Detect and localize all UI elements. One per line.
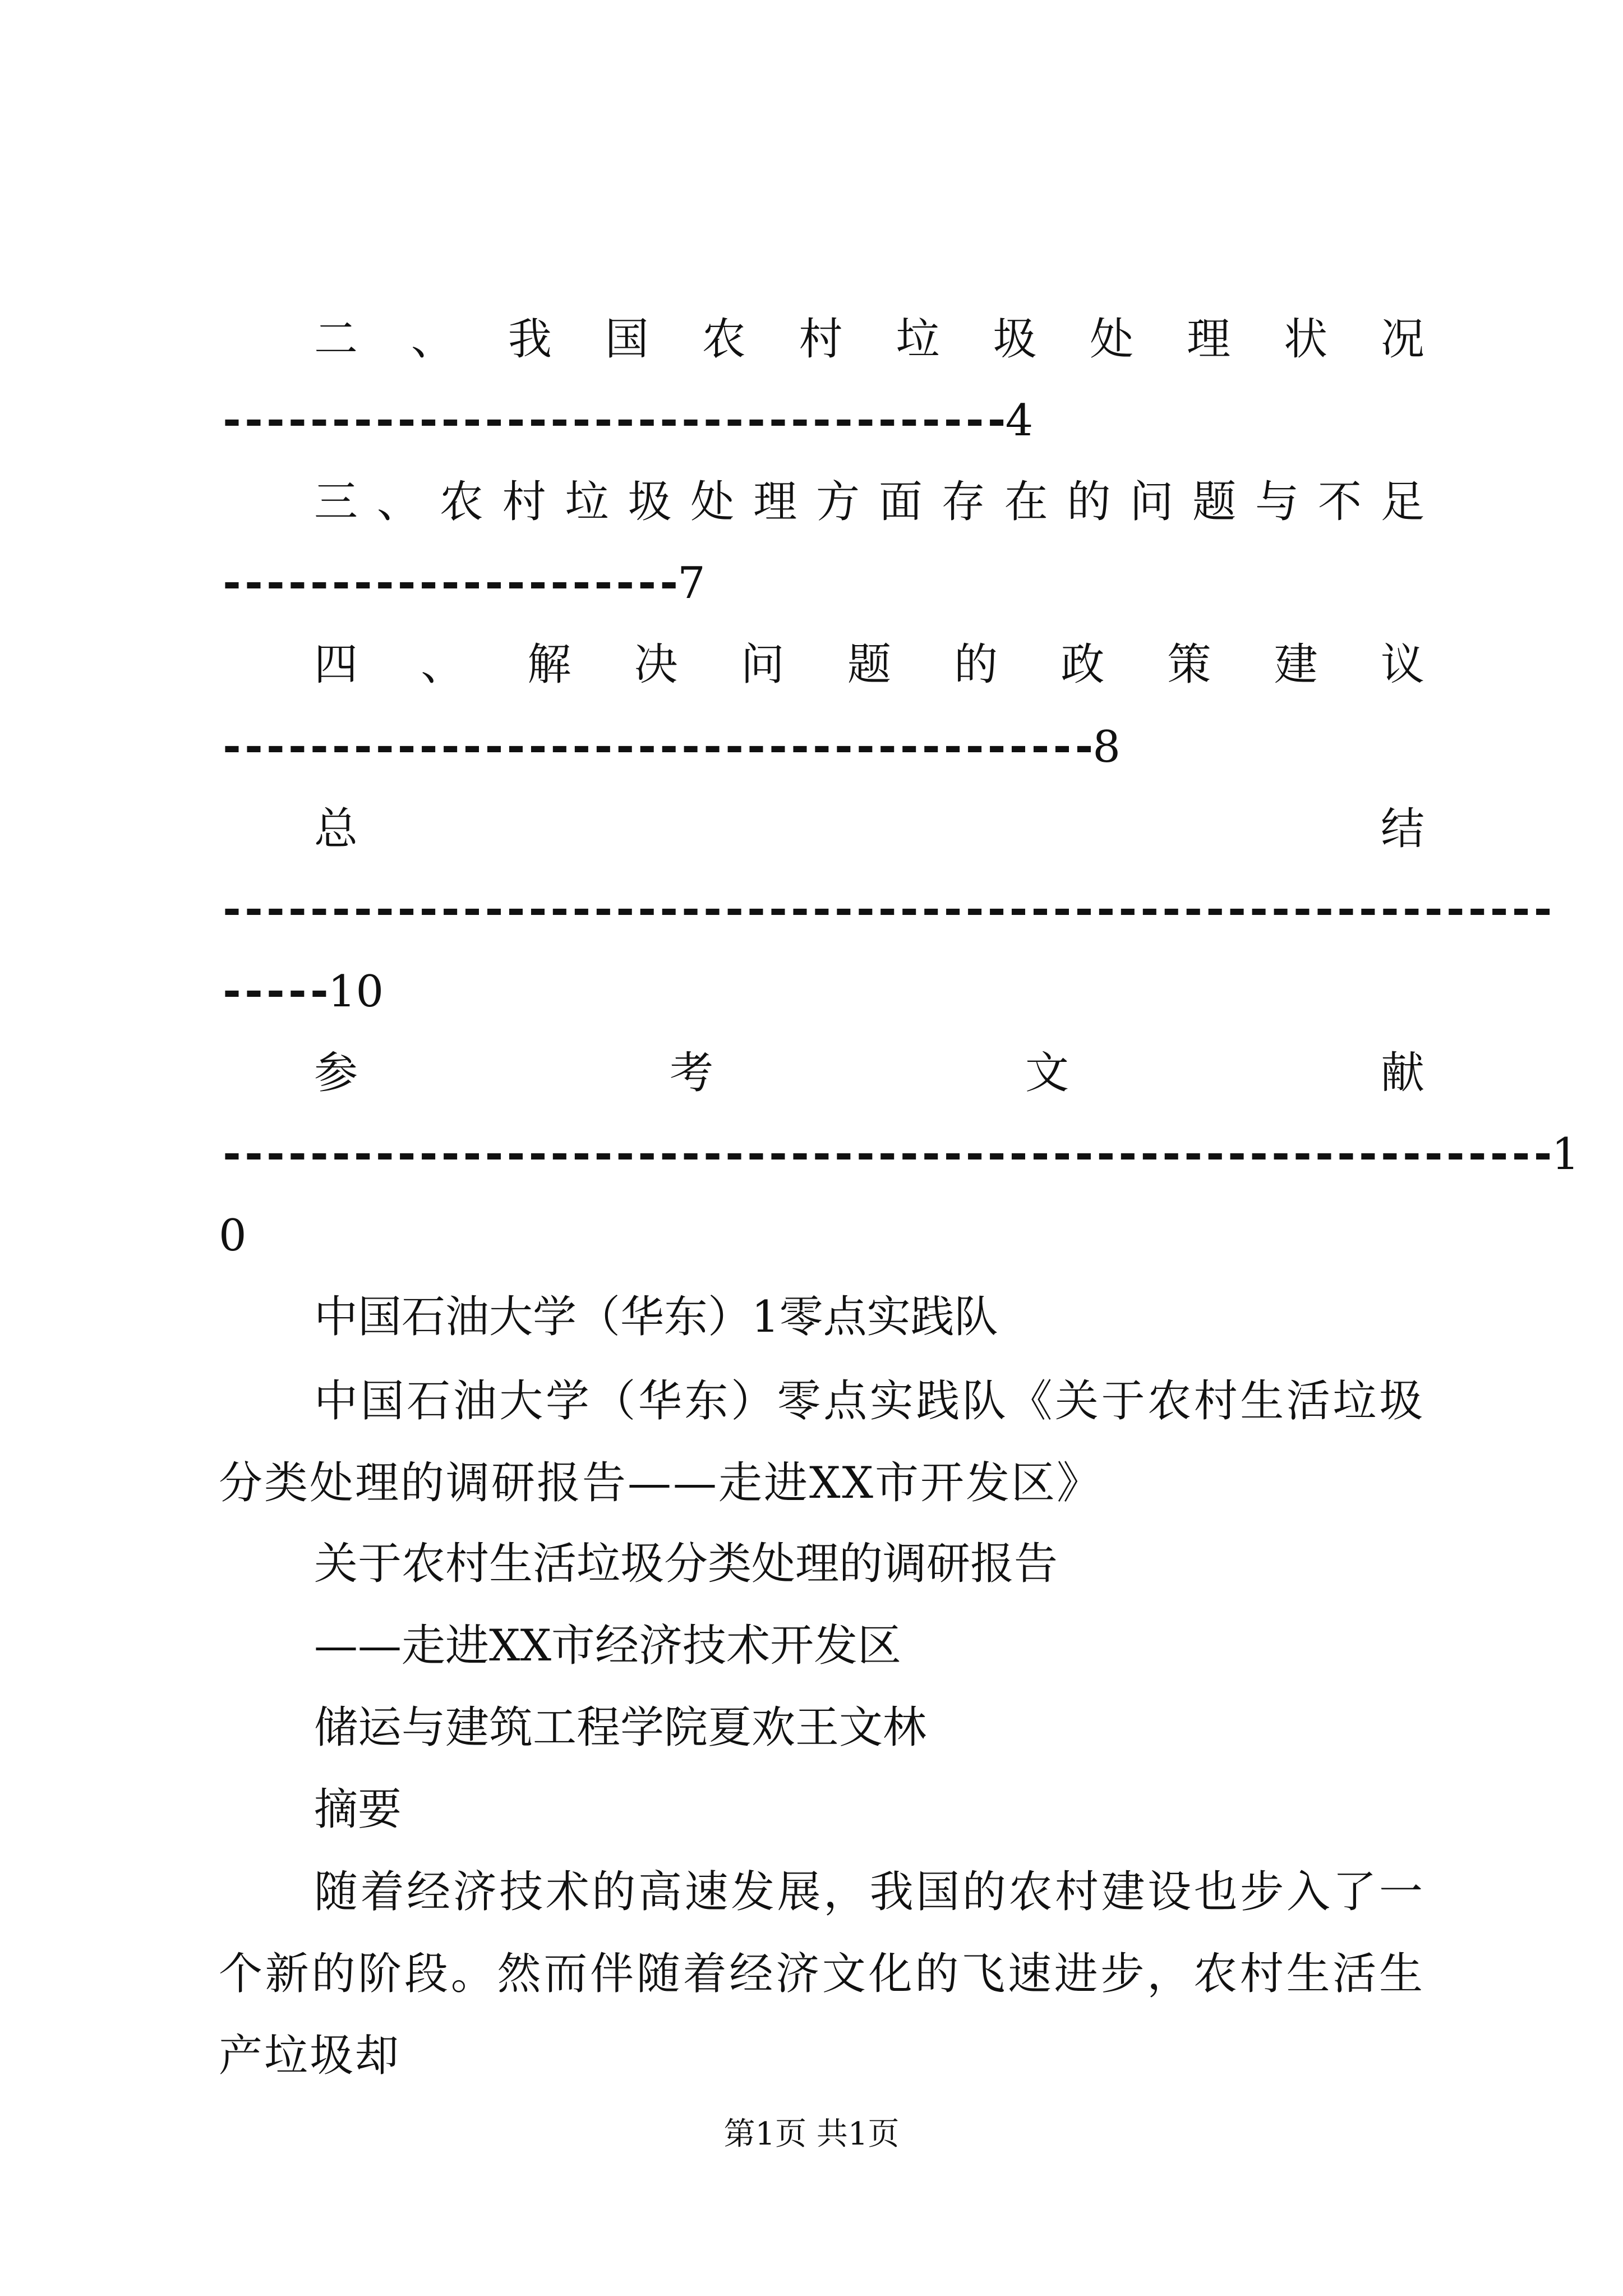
toc-item-2-leader [219, 393, 1033, 449]
toc-summary-title [219, 801, 1424, 857]
toc-page-number: 10 [328, 967, 384, 1017]
toc-page-number: 8 [1092, 722, 1121, 772]
toc-title-char: 农 [702, 314, 746, 365]
toc-title-char: 圾 [993, 314, 1037, 365]
toc-title-char: 面 [878, 477, 923, 527]
toc-title-char: 的 [1067, 477, 1111, 527]
toc-title-char: 处 [690, 477, 735, 527]
toc-title-char: 圾 [628, 477, 672, 527]
toc-title-char: 献 [1380, 1048, 1424, 1098]
toc-title-char: 村 [502, 477, 546, 527]
toc-item-2-title [219, 311, 1424, 367]
toc-title-char: 、 [376, 477, 421, 527]
toc-references-title [219, 1045, 1424, 1101]
toc-title-char: 参 [314, 1048, 358, 1098]
toc-title-char: 二 [314, 314, 358, 365]
toc-title-char: 存 [941, 477, 985, 527]
toc-leader-dashes: ----- [219, 967, 328, 1017]
toc-leader-dashes: ------------------------------------ [219, 395, 1006, 446]
toc-title-char: 我 [508, 314, 552, 365]
toc-summary-leader-cont [219, 964, 384, 1020]
report-authors: 储运与建筑工程学院夏欢王文林 [314, 1703, 927, 1753]
toc-summary-leader [219, 882, 1552, 938]
toc-title-char: 决 [634, 639, 678, 690]
toc-page-number: 7 [677, 558, 706, 609]
toc-page-number: 0 [219, 1211, 247, 1261]
toc-leader-dashes: ------------------------------------------------------------- [219, 1129, 1552, 1180]
toc-title-char: 建 [1274, 639, 1318, 690]
toc-title-char: 题 [847, 639, 891, 690]
toc-title-char: 、 [411, 314, 455, 365]
toc-title-char: 不 [1318, 477, 1362, 527]
toc-title-char: 三 [314, 477, 358, 527]
toc-title-char: 问 [1129, 477, 1174, 527]
toc-title-char: 策 [1167, 639, 1211, 690]
toc-title-char: 状 [1284, 314, 1328, 365]
abstract-heading: 摘要 [314, 1784, 402, 1835]
body-paragraph-2: 中国石油大学（华东）零点实践队《关于农村生活垃圾分类处理的调研报告——走进XX市开发区》 [219, 1376, 1424, 1508]
toc-item-3-leader [219, 555, 706, 611]
toc-title-char: 考 [669, 1048, 713, 1098]
toc-title-char: 理 [753, 477, 797, 527]
toc-title-char: 农 [439, 477, 483, 527]
toc-references-leader [219, 1126, 1579, 1182]
page-footer: 第1页 共1页 [723, 2116, 900, 2152]
toc-title-char: 足 [1380, 477, 1424, 527]
toc-title-char: 况 [1380, 314, 1424, 365]
toc-leader-dashes: ---------------------------------------- [219, 722, 1093, 772]
toc-item-4-title [219, 637, 1424, 693]
toc-title-char: 题 [1192, 477, 1237, 527]
toc-title-char: 理 [1187, 314, 1231, 365]
toc-title-char: 结 [1380, 804, 1424, 854]
toc-title-char: 方 [816, 477, 860, 527]
toc-title-char: 议 [1380, 639, 1424, 690]
toc-title-char: 问 [740, 639, 785, 690]
toc-title-char: 总 [314, 804, 358, 854]
toc-title-char: 文 [1025, 1048, 1069, 1098]
toc-title-char: 的 [954, 639, 998, 690]
toc-title-char: 村 [799, 314, 843, 365]
toc-title-char: 解 [527, 639, 571, 690]
toc-title-char: 在 [1004, 477, 1048, 527]
toc-title-char: 垃 [565, 477, 609, 527]
toc-title-char: 四 [314, 639, 358, 690]
toc-title-char: 、 [421, 639, 465, 690]
toc-leader-dashes: --------------------- [219, 558, 678, 609]
body-line-1: 中国石油大学（华东）1零点实践队 [314, 1292, 998, 1342]
toc-page-number: 1 [1551, 1129, 1580, 1180]
abstract-paragraph: 随着经济技术的高速发展，我国的农村建设也步入了一个新的阶段。然而伴随着经济文化的飞速进步，农村生活生产垃圾却 [219, 1867, 1424, 2081]
toc-title-char: 垃 [896, 314, 940, 365]
report-subtitle: ——走进XX市经济技术开发区 [314, 1621, 902, 1671]
toc-item-3-title [219, 474, 1424, 530]
toc-references-page-cont [219, 1208, 1424, 1264]
toc-item-4-leader [219, 719, 1121, 775]
toc-page-number: 4 [1005, 395, 1034, 446]
toc-leader-dashes: ------------------------------------------------------------- [219, 885, 1552, 935]
toc-title-char: 国 [605, 314, 649, 365]
report-title: 关于农村生活垃圾分类处理的调研报告 [314, 1539, 1058, 1589]
toc-title-char: 政 [1061, 639, 1105, 690]
toc-title-char: 处 [1090, 314, 1134, 365]
toc-title-char: 与 [1255, 477, 1299, 527]
